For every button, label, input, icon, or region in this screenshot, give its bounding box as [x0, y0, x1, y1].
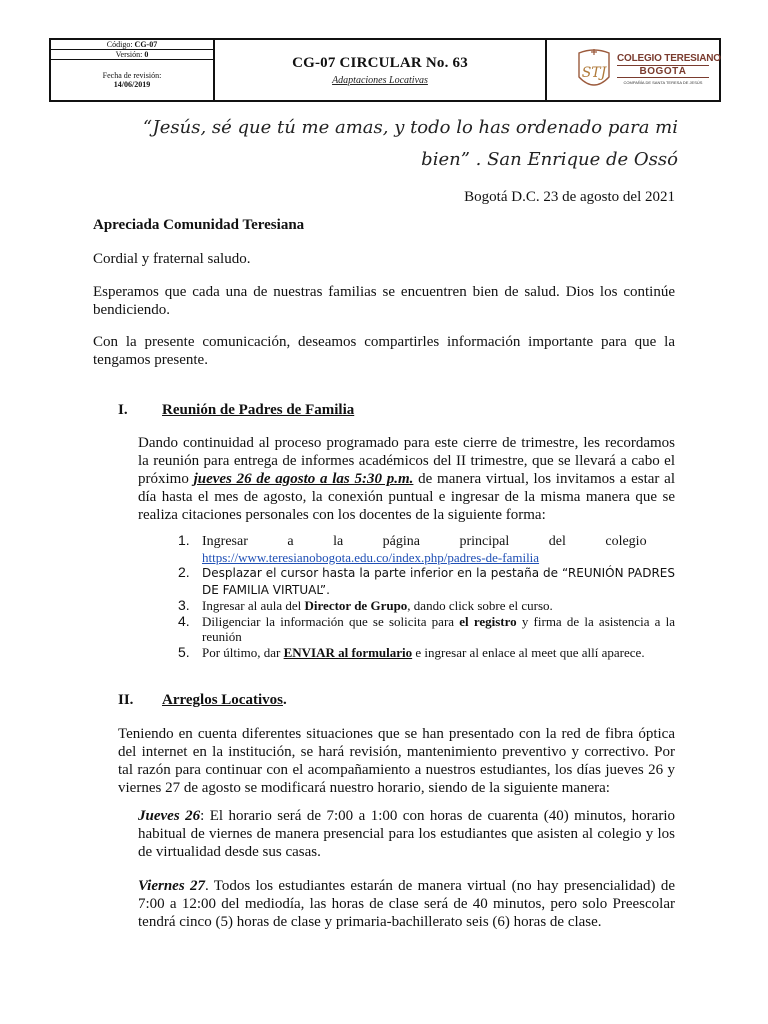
svg-text:STJ: STJ	[581, 65, 607, 81]
version-cell	[51, 50, 213, 60]
section-2-paragraph: Teniendo en cuenta diferentes situaciones que se han presentado con la red de fibra óptica del internet en la institución, se hará revisión, mantenimiento preventivo y correctivo. Por tal razón para continuar con el acompañamiento a nuestros estudiantes, los días jueves 26 y viernes 27 de agosto se modificará nuestro horario, siendo de la siguiente manera:	[118, 726, 675, 796]
list-item	[170, 614, 675, 645]
viernes-text: . Todos los estudiantes estarán de manera virtual (no hay presencialidad) de 7:00 a 12:00 del mediodía, las horas de clase será de 40 minutos, pero solo Preescolar tendrá cinco (5) horas de clase y primaria-bachillerato seis (6) horas de clase.	[138, 878, 675, 930]
steps-list	[170, 533, 675, 660]
section-2-title-end: .	[282, 692, 287, 708]
epigraph-quote: “Jesús, sé que tú me amas, y todo lo has ordenado para mi bien” . San Enrique de Ossó	[142, 117, 678, 170]
codigo-label: Código:	[106, 40, 133, 49]
step-text: Por último, dar	[202, 644, 284, 660]
section-1-text-a: Dando continuidad al proceso programado para este cierre de trimestre, les recordamos la reunión para entrega de informes académicos del II trimestre, que se llevará a cabo el próximo	[138, 435, 675, 487]
section-1-number: I.	[118, 402, 128, 418]
section-2-title: Arreglos Locativos	[162, 692, 283, 708]
step-text: y firma de la asistencia a la reunión	[202, 613, 675, 644]
section-1-title: Reunión de Padres de Familia	[162, 402, 355, 418]
logo-city: BOGOTÁ	[617, 66, 709, 78]
logo-tagline: COMPAÑÍA DE SANTA TERESA DE JESÚS	[623, 80, 703, 85]
date-line: Bogotá D.C. 23 de agosto del 2021	[464, 189, 675, 205]
step-text: Diligenciar la información que se solicita para	[202, 613, 460, 629]
meeting-date-highlight: jueves 26 de agosto a las 5:30 p.m.	[193, 471, 414, 487]
list-item	[170, 565, 675, 598]
list-item	[170, 645, 675, 661]
jueves-label: Jueves 26	[138, 808, 201, 824]
viernes-label: Viernes 27	[138, 878, 205, 894]
fecha-cell	[51, 60, 213, 100]
padres-de-familia-link[interactable]: https://www.teresianobogota.edu.co/index.php/padres-de-familia	[202, 549, 540, 565]
section-2-title-wrap	[162, 692, 287, 709]
section-1-paragraph	[138, 434, 675, 524]
section-1-text-b: de manera virtual, los invitamos a estar al día hasta el mes de agosto, la conexión puntual e ingresar de la misma manera que se realiza citaciones personales con los docentes de la siguiente forma:	[138, 471, 675, 523]
step-text: Desplazar el cursor hasta la parte inferior en la pestaña de “REUNIÓN PADRES DE FAMILIA VIRTUAL”.	[202, 566, 675, 597]
school-logo	[547, 40, 719, 100]
step-number: 5.	[178, 643, 190, 660]
logo-text	[617, 53, 721, 85]
jueves-paragraph	[138, 807, 675, 861]
circular-title: CG-07 CIRCULAR No. 63	[292, 54, 468, 71]
logo-school-name: COLEGIO TERESIANO	[617, 53, 721, 64]
fecha-label: Fecha de revisión:	[102, 71, 162, 80]
step-number: 2.	[178, 564, 190, 580]
list-item	[170, 598, 675, 614]
header-title-box	[215, 40, 547, 100]
school-emblem-icon	[573, 47, 615, 95]
document-control-box	[51, 40, 215, 100]
step-bold: el registro	[459, 613, 517, 629]
step-bold: ENVIAR al formulario	[283, 644, 413, 660]
codigo-value: CG-07	[134, 40, 158, 49]
document-header	[49, 38, 721, 102]
step-text: , dando click sobre el curso.	[407, 598, 553, 613]
viernes-paragraph	[138, 877, 675, 931]
salutation: Cordial y fraternal saludo.	[93, 251, 251, 267]
step-number: 1.	[178, 532, 190, 548]
section-2-number: II.	[118, 692, 134, 708]
circular-subtitle: Adaptaciones Locativas	[332, 74, 428, 86]
step-number: 3.	[178, 597, 190, 613]
step-text: Ingresar a la página principal del colegio	[202, 534, 647, 549]
list-item	[170, 533, 675, 565]
paragraph-intro: Con la presente comunicación, deseamos compartirles información importante para que la tengamos presente.	[93, 334, 675, 368]
codigo-cell	[51, 40, 213, 50]
step-text: Ingresar al aula del	[202, 598, 305, 613]
fecha-value: 14/06/2019	[113, 80, 151, 89]
paragraph-wellbeing: Esperamos que cada una de nuestras familias se encuentren bien de salud. Dios los continúe bendiciendo.	[93, 284, 675, 318]
step-text: e ingresar al enlace al meet que allí aparece.	[412, 644, 645, 660]
step-bold: Director de Grupo	[304, 598, 408, 613]
greeting: Apreciada Comunidad Teresiana	[93, 217, 305, 233]
version-label: Versión:	[115, 50, 143, 59]
jueves-text: : El horario será de 7:00 a 1:00 con horas de cuarenta (40) minutos, horario habitual de viernes de manera presencial para los estudiantes que asisten al colegio y los de virtualidad desde sus casas.	[138, 808, 676, 860]
step-number: 4.	[178, 612, 190, 629]
version-value: 0	[144, 50, 149, 59]
